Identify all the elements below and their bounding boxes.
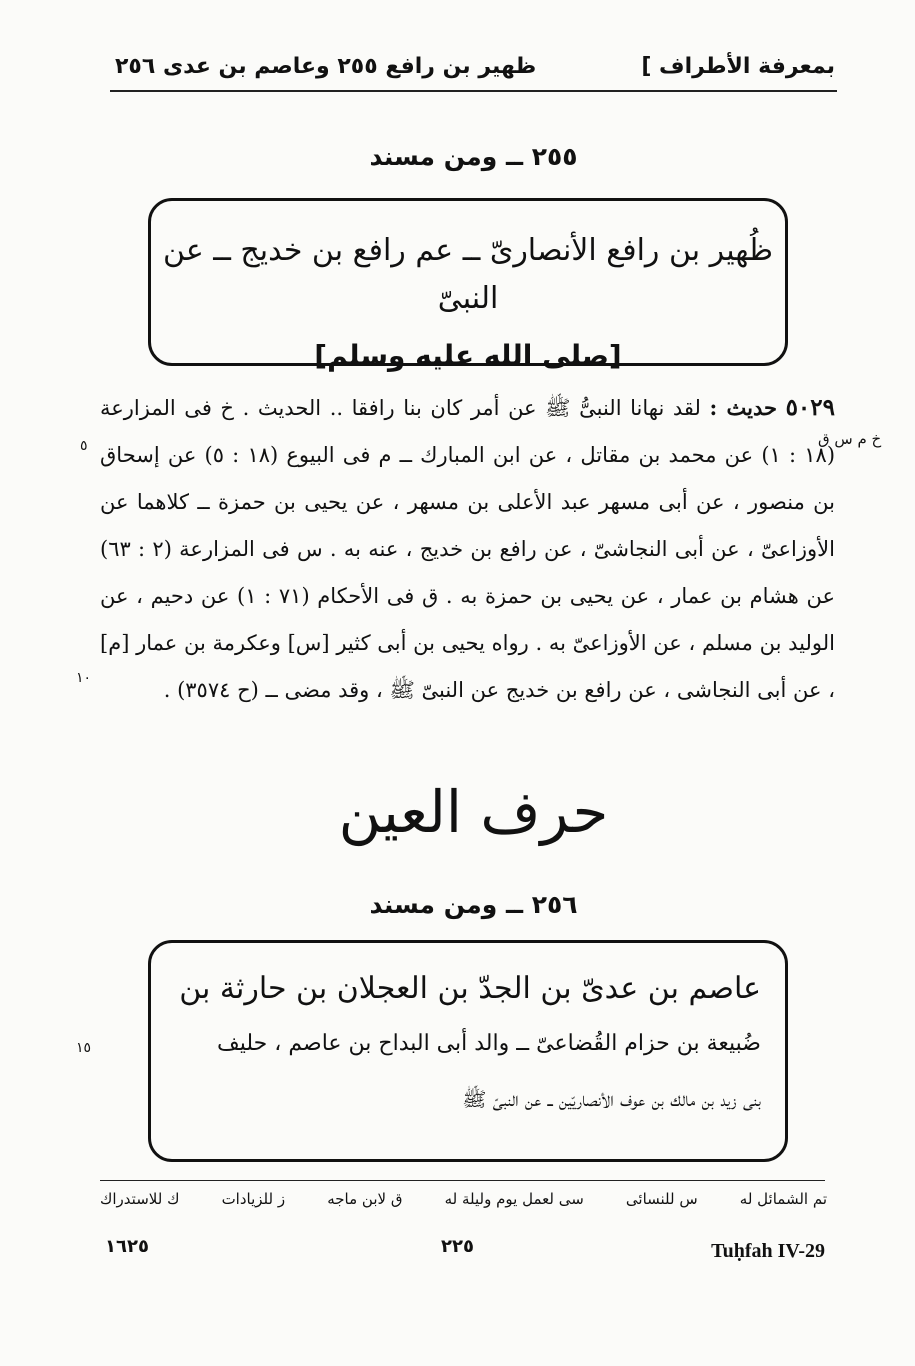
footnote-item: ك للاستدراك <box>100 1190 180 1208</box>
footnote-item: س للنسائى <box>625 1190 698 1208</box>
narrator-name-256-line3: بنى زيد بن مالك بن عوف الأنصاريّين ــ عن النبىّ ﷺ <box>462 1087 761 1111</box>
footnote-item: تم الشمائل له <box>739 1190 827 1208</box>
narrator-box-256 <box>148 940 788 1162</box>
musnad-heading-255: ٢٥٥ ــ ومن مسند <box>369 142 578 171</box>
running-header-left: ظهير بن رافع ٢٥٥ وعاصم بن عدى ٢٥٦ <box>115 54 537 79</box>
footnote-item: ز للزيادات <box>221 1190 286 1208</box>
narrator-box-255 <box>148 198 788 372</box>
hadith-entry-5029 <box>100 384 835 714</box>
footnote-rule <box>100 1180 825 1181</box>
signature-mark: Tuḥfah IV-29 <box>711 1240 825 1262</box>
margin-line-10: ١٠ <box>76 670 92 686</box>
narrator-name-256-line2: ضُبيعة بن حزام القُضاعىّ ــ والد أبى البداح بن عاصم ، حليف <box>216 1031 761 1056</box>
hadith-body: لقد نهانا النبىُّ ﷺ عن أمر كان بنا رافقا .. الحديث . خ فى المزارعة (١٨ : ١) عن محمد بن مقاتل ، عن ابن المبارك ــ م فى البيوع (١٨ : ٥) عن إسحاق بن منصور ، عن أبى مسهر عبد الأعلى بن مسهر ، عن يحيى بن حمزة ــ كلاهما عن الأوزاعىّ ، عن أبى النجاشىّ ، عن رافع بن خديج ، عنه به . س فى المزارعة (٢ : ٦٣) عن هشام بن عمار ، عن يحيى بن حمزة به . ق فى الأحكام (٧١ : ١) عن دحيم ، عن الوليد بن مسلم ، عن الأوزاعىّ به . رواه يحيى بن أبى كثير [س] وعكرمة بن عمار [م] ، عن أبى النجاشى ، عن رافع بن خديج عن النبىّ ﷺ ، وقد مضى ــ (ح ٣٥٧٤) . <box>100 396 836 702</box>
hadith-sigla: خ م س ق <box>818 430 882 448</box>
narrator-salutation: [صلى الله عليه وسلم] <box>314 339 622 372</box>
header-rule <box>110 90 837 92</box>
hadith-number: ٥٠٢٩ <box>785 394 835 421</box>
footnote-item: سى لعمل يوم وليلة له <box>444 1190 584 1208</box>
page-number: ٢٢٥ <box>441 1236 474 1257</box>
sigla-footnote <box>100 1190 827 1208</box>
margin-line-15: ١٥ <box>76 1040 92 1056</box>
musnad-heading-256: ٢٥٦ ــ ومن مسند <box>369 890 578 919</box>
footnote-item: ق لابن ماجه <box>327 1190 403 1208</box>
hadith-keyword: حديث : <box>709 395 777 420</box>
volume-page-number: ١٦٢٥ <box>105 1236 149 1257</box>
narrator-name-256-line1: عاصم بن عدىّ بن الجدّ بن العجلان بن حارثة بن <box>179 971 761 1006</box>
running-header-right: بمعرفة الأطراف ] <box>641 54 835 79</box>
section-title: حرف العين <box>338 778 609 846</box>
narrator-name-255: ظُهير بن رافع الأنصارىّ ــ عم رافع بن خديج ــ عن النبىّ <box>163 233 773 316</box>
margin-line-5: ٥ <box>80 438 88 454</box>
